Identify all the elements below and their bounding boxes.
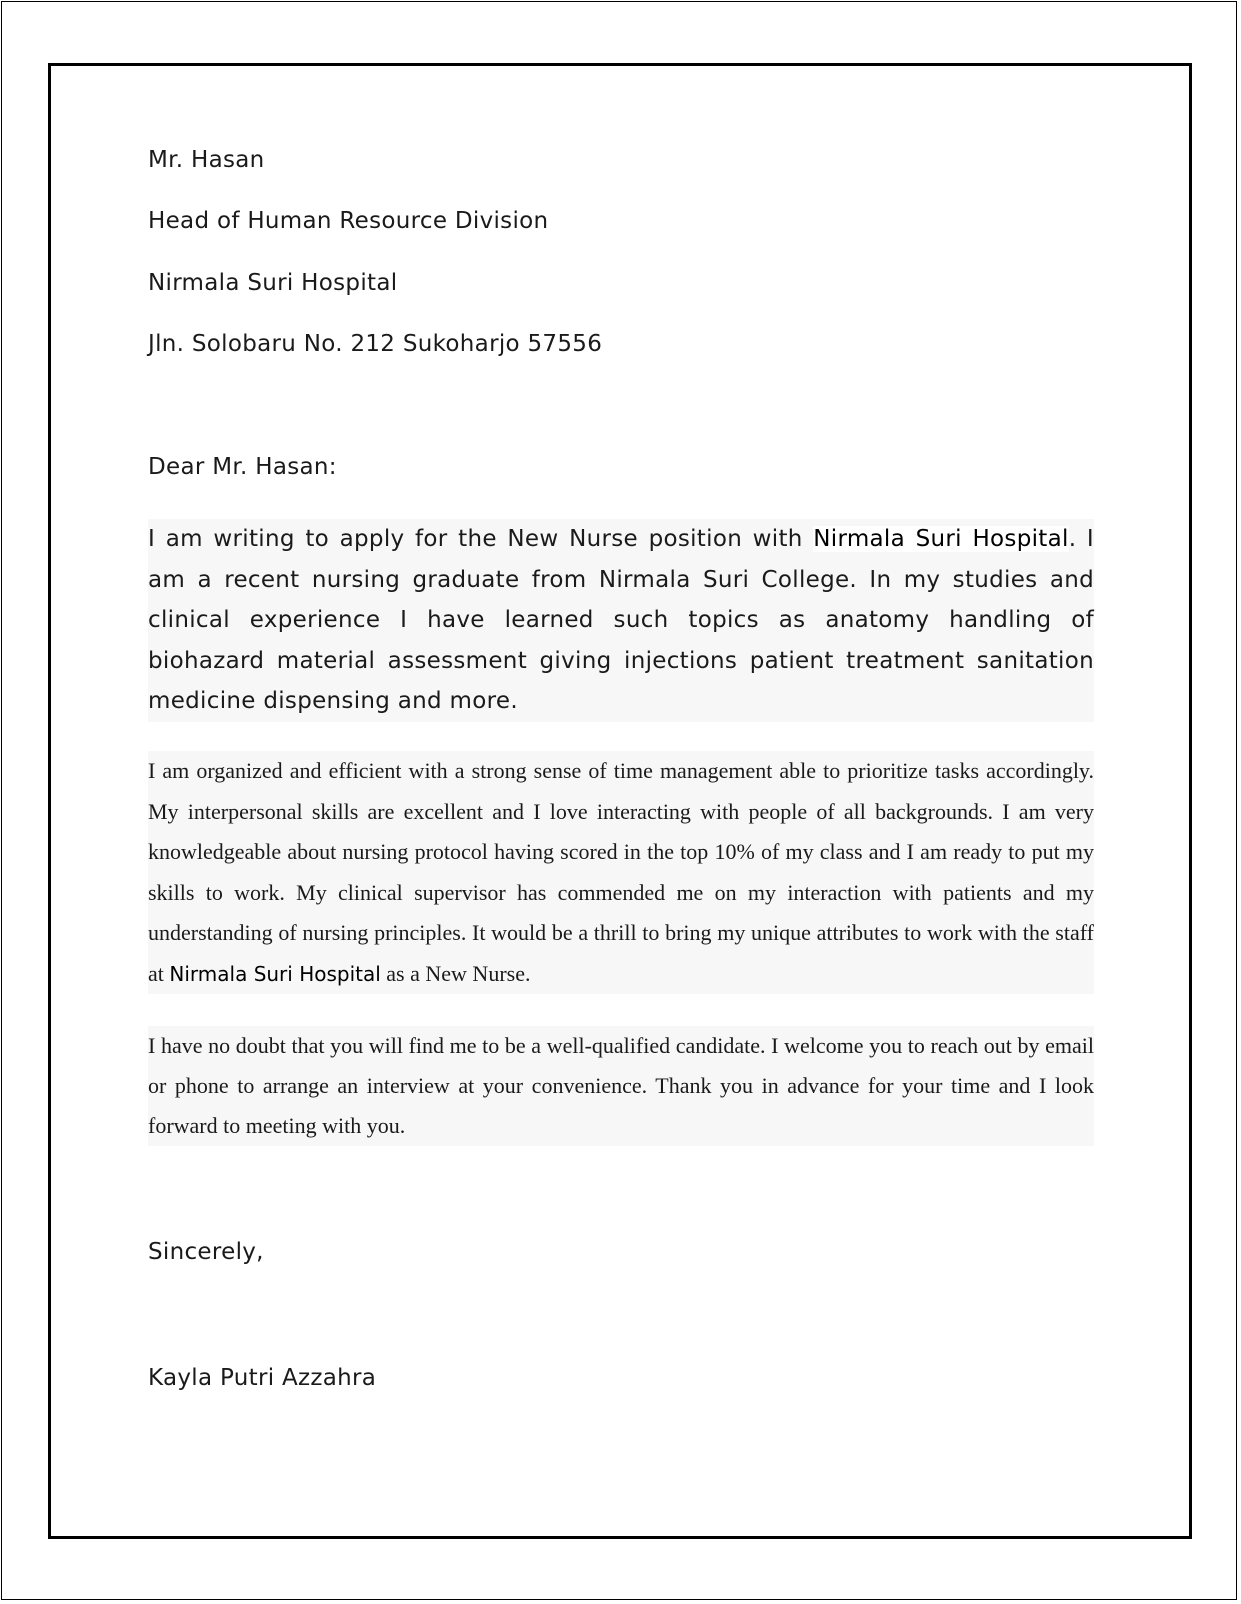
hospital-name-highlight: Nirmala Suri Hospital [169,961,381,986]
body-paragraph-1 [148,519,1094,722]
paragraph-1-text-start: I am writing to apply for the New Nurse position with [148,526,814,552]
paragraph-2-text-end: as a New Nurse. [380,960,531,986]
paragraph-1-text-end: . I am a recent nursing graduate from Nirmala Suri College. In my studies and clinical experience I have learned such topics as anatomy handling of biohazard material assessment giving injections patient treatment sanitation medicine dispensing and more. [148,526,1094,714]
signature: Kayla Putri Azzahra [148,1365,377,1391]
paragraph-2-text-start: I am organized and efficient with a strong sense of time management able to prioritize tasks accordingly. My interpersonal skills are excellent and I love interacting with people of all backgrounds. I am very knowledgeable about nursing protocol having scored in the top 10% of my class and I am ready to put my skills to work. My clinical supervisor has commended me on my interaction with patients and my understanding of nursing principles. It would be a thrill to bring my unique attributes to work with the staff at [148,758,1094,986]
body-paragraph-2 [148,751,1094,994]
body-paragraph-3: I have no doubt that you will find me to be a well-qualified candidate. I welcome you to reach out by email or phone to arrange an interview at your convenience. Thank you in advance for your time and I look forward to meeting with you. [148,1026,1094,1146]
hospital-name-highlight: Nirmala Suri Hospital [813,526,1069,552]
closing: Sincerely, [148,1239,264,1265]
recipient-title: Head of Human Resource Division [148,208,549,234]
salutation: Dear Mr. Hasan: [148,454,337,480]
recipient-name: Mr. Hasan [148,147,265,173]
recipient-organization: Nirmala Suri Hospital [148,270,398,296]
recipient-address: Jln. Solobaru No. 212 Sukoharjo 57556 [148,331,603,357]
